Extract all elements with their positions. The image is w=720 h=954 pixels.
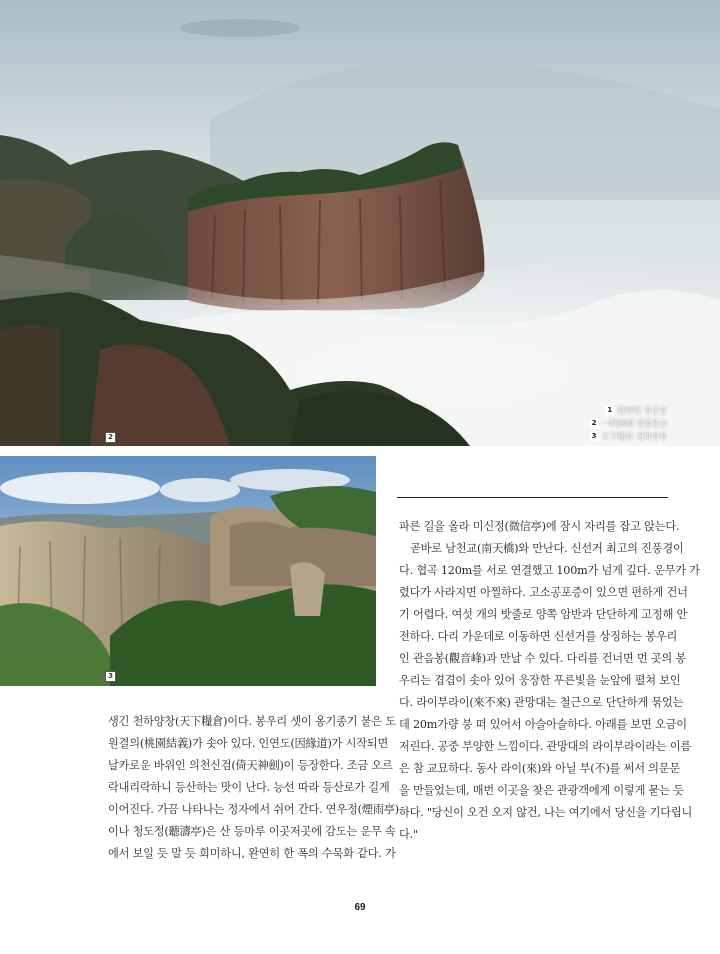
canyon-landscape-photo	[0, 456, 376, 686]
caption-text: 天下糧倉 천하양창	[601, 432, 667, 441]
text-line: 다."	[399, 828, 418, 841]
text-line: 저린다. 공중 부양한 느낌이다. 관망대의 라이부라이라는 이름	[399, 740, 692, 753]
text-line: 이나 청도정(聽濤亭)은 산 등마루 이곳저곳에 감도는 운무 속	[108, 825, 396, 838]
caption-number: 2	[590, 419, 599, 428]
top-photo	[0, 0, 720, 446]
page-number: 69	[354, 902, 366, 913]
text-line: 다. 협곡 120m를 서로 연결했고 100m가 넘게 깊다. 운무가 가	[399, 564, 700, 577]
text-line: 다. 라이부라이(來不來) 관망대는 철근으로 단단하게 묶었는	[399, 696, 684, 709]
text-line: 파른 길을 올라 미신정(微信亭)에 잠시 자리를 잡고 앉는다.	[399, 520, 680, 533]
caption-1	[590, 404, 667, 417]
caption-3	[590, 430, 667, 443]
text-line: 은 참 교묘하다. 동사 라이(來)와 아닐 부(不)를 써서 의문문	[399, 762, 680, 775]
text-line: 에서 보일 듯 말 듯 희미하니, 완연히 한 폭의 수묵화 같다. 가	[108, 847, 396, 860]
text-line: 곧바로 남천교(南天橋)와 만난다. 신선거 최고의 진풍경이	[410, 542, 684, 555]
text-line: 기 어렵다. 여섯 개의 밧줄로 양쪽 암반과 단단하게 고정해 안	[399, 608, 688, 621]
caption-text: 將軍岩 장군암	[617, 406, 667, 415]
caption-text: 一帆風順 일범풍순	[601, 419, 667, 428]
text-line: 락내리락하니 등산하는 맛이 난다. 능선 따라 등산로가 길게	[108, 781, 390, 794]
column-divider-rule	[397, 497, 668, 498]
caption-2	[590, 417, 667, 430]
text-line: 우리는 겹겹이 솟아 있어 웅장한 푸른빛을 눈앞에 펼쳐 보인	[399, 674, 681, 687]
text-line: 렸다가 사라지면 아찔하다. 고소공포증이 있으면 편하게 건너	[399, 586, 688, 599]
photo-number-3: 3	[105, 671, 116, 682]
photo-number-2: 2	[105, 432, 116, 443]
text-line: 을 만들었는데, 매번 이곳을 찾은 관광객에게 이렇게 묻는 듯	[399, 784, 684, 797]
cliff-sea-of-clouds-photo	[0, 0, 720, 446]
text-line: 데 20m가량 붕 떠 있어서 아슬아슬하다. 아래를 보면 오금이	[399, 718, 687, 731]
text-line: 원결의(桃園結義)가 솟아 있다. 인연도(因緣道)가 시작되면	[108, 737, 389, 750]
body-text-right-column	[399, 516, 700, 846]
text-line: 전하다. 다리 가운데로 이동하면 신선거를 상징하는 봉우리	[399, 630, 678, 643]
canyon-photo	[0, 456, 376, 686]
photo-captions	[590, 404, 667, 443]
text-line: 인 관음봉(觀音峰)과 만날 수 있다. 다리를 건너면 먼 곳의 봉	[399, 652, 686, 665]
body-text-left-column	[108, 711, 399, 865]
text-line: 하다. "당신이 오건 오지 않건, 나는 여기에서 당신을 기다립니	[399, 806, 693, 819]
text-line: 이어진다. 가끔 나타나는 정자에서 쉬어 간다. 연우정(煙雨亭)	[108, 803, 399, 816]
text-line: 생긴 천하양창(天下糧倉)이다. 봉우리 셋이 옹기종기 붙은 도	[108, 715, 396, 728]
caption-number: 1	[605, 406, 614, 415]
caption-number: 3	[590, 432, 599, 441]
text-line: 날카로운 바위인 의천신검(倚天神劍)이 등장한다. 조금 오르	[108, 759, 393, 772]
